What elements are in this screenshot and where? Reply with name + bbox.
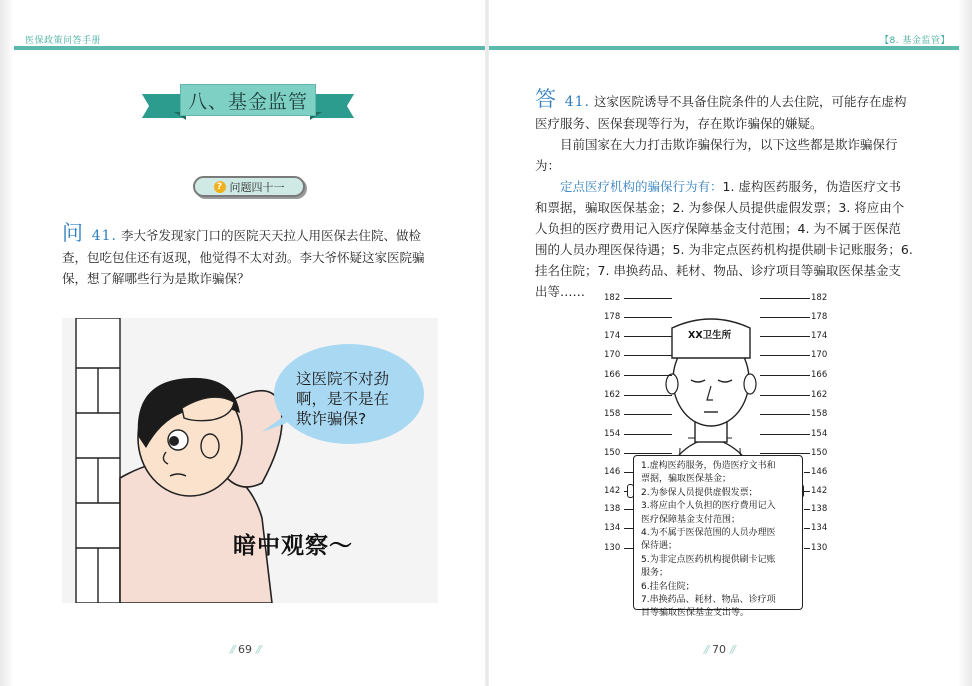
answer-para-3 [535, 176, 913, 302]
question-mark: 问 [62, 221, 84, 245]
height-tick-right: 154 [760, 429, 828, 439]
height-tick-right: 134 [760, 523, 828, 533]
question-label: 问题四十一 [229, 180, 285, 194]
speech-line-3: 欺诈骗保? [296, 410, 367, 428]
speech-line-2: 啊，是不是在 [296, 390, 390, 408]
answer-para-1: 这家医院诱导不具备住院条件的人去住院，可能存在虚构医疗服务、医保套现等行为，存在欺诈骗保的嫌疑。 [535, 94, 907, 131]
height-tick-right: 178 [760, 312, 828, 322]
speech-line-1: 这医院不对劲 [296, 370, 390, 388]
question-text: 李大爷发现家门口的医院天天拉人用医保去住院、做检查，包吃包住还有返现，他觉得不太对劲。李大爷怀疑这家医院骗保，想了解哪些行为是欺诈骗保？ [62, 228, 425, 286]
answer-para-3-rest: 1. 虚构医药服务，伪造医疗文书和票据，骗取医保基金；2. 为参保人员提供虚假发票；3. 将应由个人负担的医疗费用记入医疗保障基金支付范围；4. 为不属于医保范围的人员办理医保待遇；5. 为非定点医药机构提供刷卡记账服务；6. 挂名住院；7. 串换药品、耗材、物品、诊疗项目等骗取医保基金支出等…… [535, 179, 913, 299]
page-number-ornament-icon: // [230, 643, 235, 656]
page-number-left [230, 643, 260, 656]
speech-bubble-text [296, 369, 416, 429]
answer-para-3-lead: 定点医疗机构的骗保行为有： [560, 179, 723, 194]
placard-line: 3.将应由个人负担的医疗费用记入 [641, 501, 776, 512]
page-number-left-value: 69 [238, 643, 253, 656]
answer-para-2: 目前国家在大力打击欺诈骗保行为，以下这些都是欺诈骗保行为： [535, 137, 898, 173]
answer-number: 41 [564, 94, 585, 110]
chapter-title: 八、基金监管 [180, 84, 316, 116]
placard-line: 4.为不属于医保范围的人员办理医 [641, 528, 776, 539]
height-tick-right: 170 [760, 350, 828, 360]
placard-line: 服务； [641, 568, 669, 579]
height-tick-right: 182 [760, 293, 828, 303]
running-head-right: 【8. 基金监管】 [880, 36, 950, 46]
height-tick-right: 150 [760, 448, 828, 458]
illustration-caption: 暗中观察～ [233, 533, 353, 559]
question-block [62, 223, 440, 289]
placard-line: 票据，骗取医保基金； [641, 474, 732, 485]
book-gutter [485, 0, 489, 686]
header-rule-right [489, 46, 959, 50]
height-tick-right: 146 [760, 467, 828, 477]
book-spread: 医保政策问答手册 【8. 基金监管】 八、基金监管 ? 问题四十一 问 41. 李大爷发现家门口的医院天天拉人用医保去住院、做检查，包吃包住还有返现，他觉得不太对劲。李大爷怀疑这家医院骗保，想了解哪些行为是欺诈骗保？ 这医院不对劲 啊，是不是在 欺诈骗保? 暗中观察～ 答 41. 这家医院诱导不具备住院条件的人去住院，可能存在虚构医疗服务、医保套现等行为，存在欺诈骗保的嫌疑。 目前国家在大力打击欺诈骗保行为，以下这些都是欺诈骗保行为： 定点医疗机构的骗保行为有：1. 虚构医药服务，伪造医疗文书和票据，骗取医保基金；2. 为参保人员提供虚假发票；3. 将应由个人负担的医疗费用记入医疗保障基金支付范围；4. 为不属于医保范围的人员办理医保待遇；5. 为非定点医药机构提供刷卡记账服务；6. 挂名住院；7. 串换药品、耗材、物品、诊疗项目等骗取医保基金支出等…… XX卫生所 182 178 174 170 166 162 158 154 150 146 142 138 134 130 182 178 174 170 166 162 158 154 150 146 142 138 134 130 1.虚构医药服务，伪造医疗文书和 票据，骗取医保基金； 2.为参保人员提供虚假发票； 3.将应由个人负担的医疗费用记入 医疗保障基金支付范围； 4.为不属于医保范围的人员办理医 保待遇； 5.为非定点医药机构提供刷卡记账 服务； 6.挂名住院； 7.串换药品、耗材、物品、诊疗项 目等骗取医保基金支出等。 // 69 // // 70 // [0, 0, 972, 686]
placard-line: 5.为非定点医药机构提供刷卡记账 [641, 554, 776, 565]
height-tick-right: 142 [760, 486, 828, 496]
height-tick-right: 166 [760, 370, 828, 380]
question-mark-glyph: 问 41. [62, 221, 117, 245]
page-number-ornament-icon: // [256, 643, 261, 656]
placard-line: 6.挂名住院； [641, 581, 695, 592]
placard-line: 7.串换药品、耗材、物品、诊疗项 [641, 595, 776, 606]
page-number-ornament-icon: // [704, 643, 709, 656]
placard-line: 保待遇； [641, 541, 678, 552]
question-number: 41 [91, 228, 112, 244]
height-tick-right: 162 [760, 390, 828, 400]
answer-mark-glyph: 答 41. [535, 87, 590, 111]
height-tick-right: 138 [760, 504, 828, 514]
height-tick-right: 174 [760, 331, 828, 341]
placard [633, 455, 803, 619]
page-number-right [704, 643, 734, 656]
page-number-ornament-icon: // [730, 643, 735, 656]
placard-line: 医疗保障基金支付范围； [641, 514, 741, 525]
placard-line: 2.为参保人员提供虚假发票； [641, 487, 758, 498]
page-edge-right [958, 0, 972, 686]
header-rule-left [14, 46, 485, 50]
cap-text: XX卫生所 [688, 330, 732, 341]
placard-line: 1.虚构医药服务，伪造医疗文书和 [641, 461, 776, 471]
running-head-left: 医保政策问答手册 [25, 36, 102, 46]
page-edge-left [0, 0, 14, 686]
answer-mark: 答 [535, 87, 557, 111]
chapter-banner [142, 80, 354, 126]
page-number-right-value: 70 [712, 643, 727, 656]
question-icon: ? [214, 181, 226, 193]
height-tick-right: 130 [760, 543, 828, 553]
answer-block [535, 89, 913, 302]
placard-line: 目等骗取医保基金支出等。 [641, 608, 750, 619]
height-tick-right: 158 [760, 409, 828, 419]
question-label-pill [193, 176, 305, 197]
